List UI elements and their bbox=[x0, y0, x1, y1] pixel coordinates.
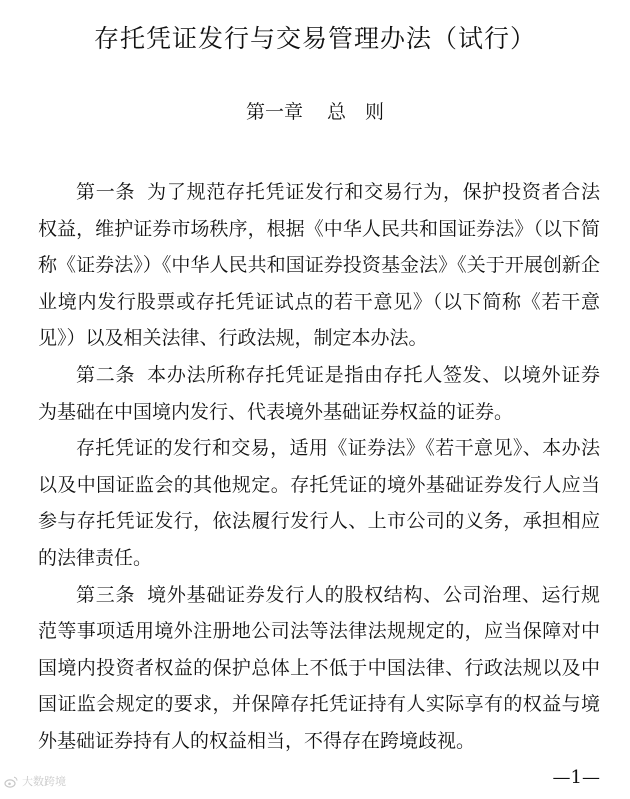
paragraph-article-1 bbox=[38, 174, 600, 357]
weibo-logo-icon bbox=[4, 776, 18, 788]
paragraph-article-2-continued bbox=[38, 430, 600, 576]
paragraph-article-3 bbox=[38, 577, 600, 760]
watermark bbox=[4, 774, 66, 790]
article-text: 存托凭证的发行和交易，适用《证券法》《若干意见》、本办法以及中国证监会的其他规定。存托凭证的境外基础证券发行人应当参与存托凭证发行，依法履行发行人、上市公司的义务，承担相应的法律责任。 bbox=[38, 437, 600, 569]
article-number: 第一条 bbox=[76, 181, 136, 203]
article-number: 第二条 bbox=[76, 363, 136, 386]
article-number: 第三条 bbox=[76, 583, 136, 606]
article-text: 境外基础证券发行人的股权结构、公司治理、运行规范等事项适用境外注册地公司法等法律法规规定的，应当保障对中国境内投资者权益的保护总体上不低于中国法律、行政法规以及中国证监会规定的要求，并保障存托凭证持有人实际享有的权益与境外基础证券持有人的权益相当，不得存在跨境歧视。 bbox=[38, 583, 600, 752]
article-text: 本办法所称存托凭证是指由存托人签发、以境外证券为基础在中国境内发行、代表境外基础证券权益的证券。 bbox=[38, 363, 600, 423]
document-title: 存托凭证发行与交易管理办法（试行） bbox=[93, 24, 536, 53]
document-body bbox=[38, 174, 600, 760]
chapter-name: 总 则 bbox=[327, 101, 385, 123]
watermark-text: 大数跨境 bbox=[22, 775, 66, 788]
chapter-number: 第一章 bbox=[245, 101, 303, 123]
page-number: —1— bbox=[552, 767, 600, 788]
paragraph-article-2 bbox=[38, 357, 600, 430]
article-text: 为了规范存托凭证发行和交易行为，保护投资者合法权益，维护证券市场秩序，根据《中华人民共和国证券法》（以下简称《证券法》）《中华人民共和国证券投资基金法》《关于开展创新企业境内发行股票或存托凭证试点的若干意见》（以下简称《若干意见》）以及相关法律、行政法规，制定本办法。 bbox=[38, 181, 600, 350]
chapter-heading bbox=[0, 98, 630, 126]
